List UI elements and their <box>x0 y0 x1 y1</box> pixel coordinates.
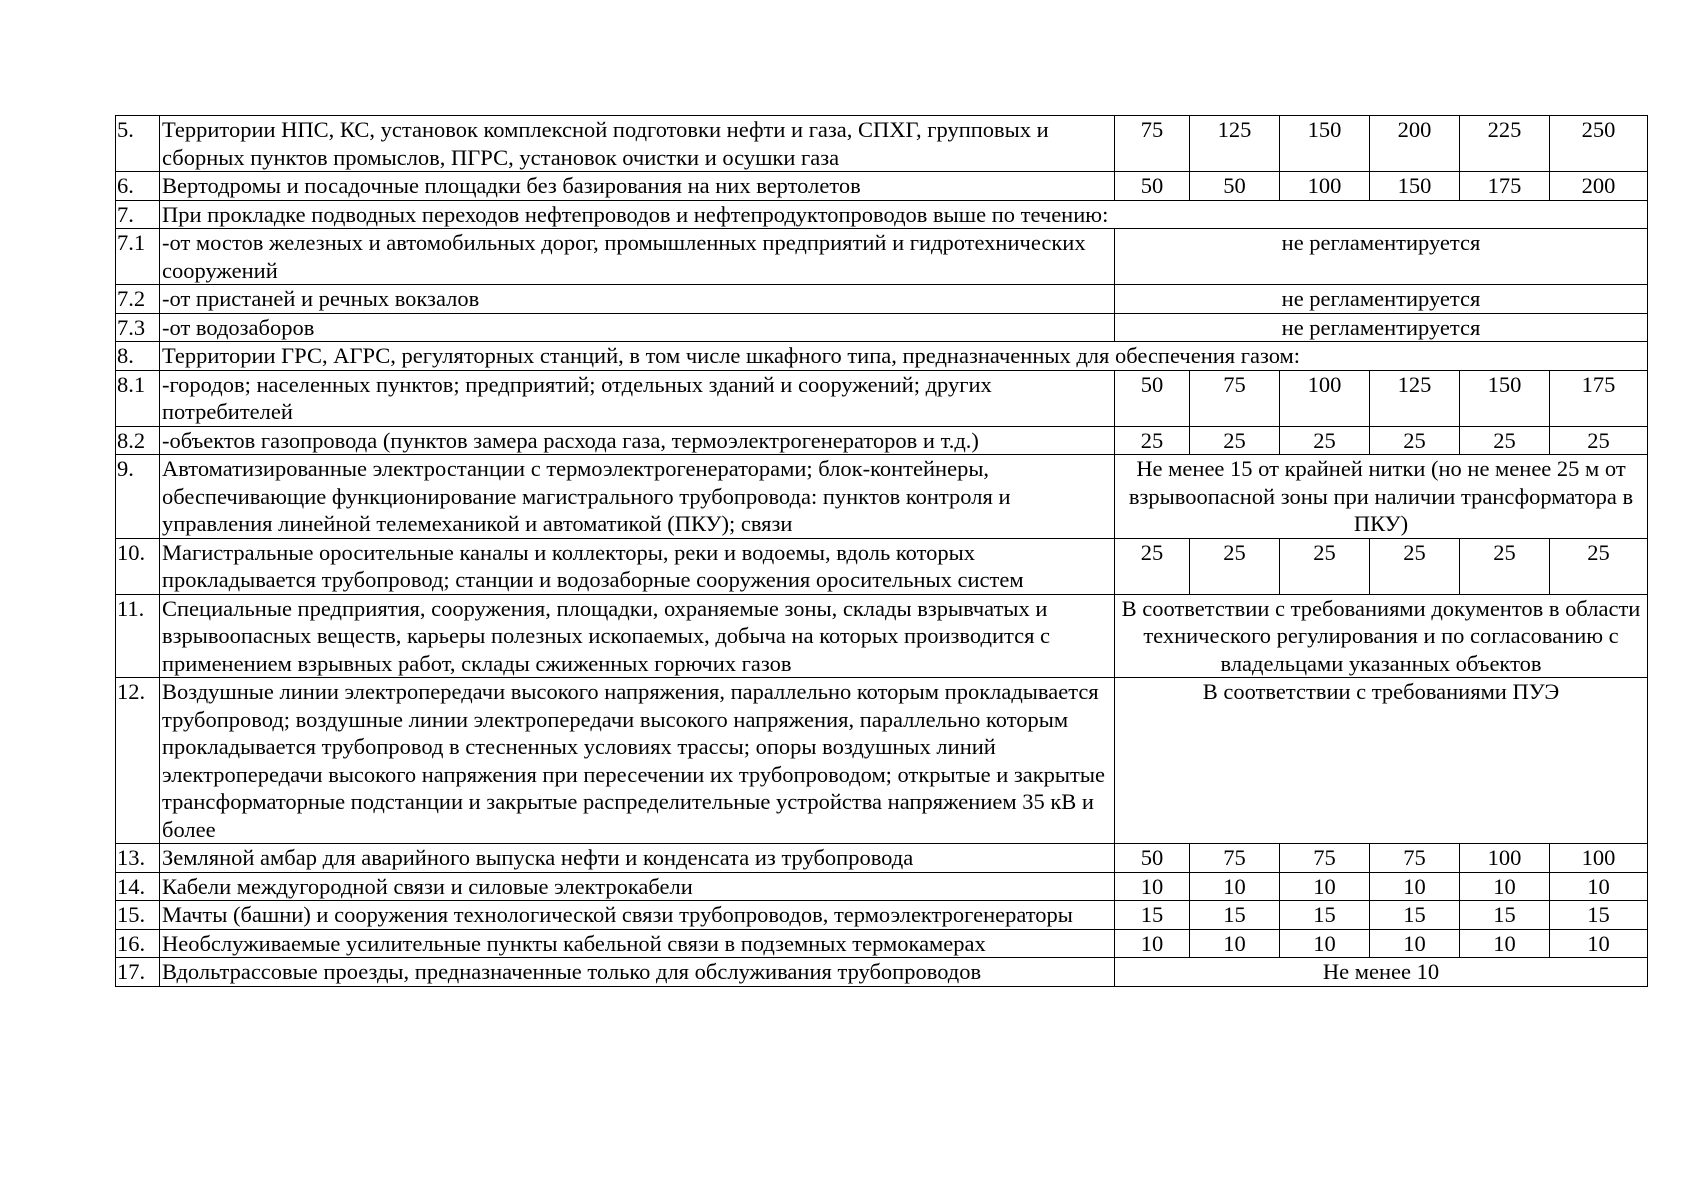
distance-value: 100 <box>1280 370 1370 426</box>
row-description: При прокладке подводных переходов нефтепроводов и нефтепродуктопроводов выше по течению: <box>160 200 1648 229</box>
row-number: 13. <box>116 844 160 873</box>
merged-value: не регламентируется <box>1115 313 1648 342</box>
row-number: 7. <box>116 200 160 229</box>
row-description: Вертодромы и посадочные площадки без базирования на них вертолетов <box>160 172 1115 201</box>
row-number: 15. <box>116 901 160 930</box>
row-number: 8.1 <box>116 370 160 426</box>
table-row <box>116 678 1648 844</box>
distance-value: 25 <box>1460 538 1550 594</box>
table-row <box>116 455 1648 539</box>
merged-value: Не менее 10 <box>1115 958 1648 987</box>
row-number: 16. <box>116 929 160 958</box>
distance-value: 25 <box>1550 426 1648 455</box>
row-description: Территории НПС, КС, установок комплексной подготовки нефти и газа, СПХГ, групповых и сборных пунктов промыслов, ПГРС, установок очистки и осушки газа <box>160 116 1115 172</box>
row-number: 12. <box>116 678 160 844</box>
distance-value: 10 <box>1550 929 1648 958</box>
distance-value: 15 <box>1115 901 1190 930</box>
distance-value: 125 <box>1370 370 1460 426</box>
table-row <box>116 313 1648 342</box>
table-row <box>116 342 1648 371</box>
distance-value: 100 <box>1280 172 1370 201</box>
distance-value: 25 <box>1115 426 1190 455</box>
row-description: -от пристаней и речных вокзалов <box>160 285 1115 314</box>
row-description: Вдольтрассовые проезды, предназначенные только для обслуживания трубопроводов <box>160 958 1115 987</box>
distance-value: 10 <box>1460 929 1550 958</box>
distance-value: 150 <box>1460 370 1550 426</box>
table-row <box>116 285 1648 314</box>
distance-value: 25 <box>1280 538 1370 594</box>
distance-value: 25 <box>1370 538 1460 594</box>
row-description: -от мостов железных и автомобильных дорог, промышленных предприятий и гидротехнических сооружений <box>160 229 1115 285</box>
row-description: Земляной амбар для аварийного выпуска нефти и конденсата из трубопровода <box>160 844 1115 873</box>
distance-value: 10 <box>1115 929 1190 958</box>
row-description: Необслуживаемые усилительные пункты кабельной связи в подземных термокамерах <box>160 929 1115 958</box>
row-number: 7.1 <box>116 229 160 285</box>
distance-value: 10 <box>1280 872 1370 901</box>
merged-value: В соответствии с требованиями документов в области технического регулирования и по согласованию с владельцами указанных объектов <box>1115 594 1648 678</box>
row-description: Кабели междугородной связи и силовые электрокабели <box>160 872 1115 901</box>
distance-value: 15 <box>1370 901 1460 930</box>
row-number: 6. <box>116 172 160 201</box>
row-description: -объектов газопровода (пунктов замера расхода газа, термоэлектрогенераторов и т.д.) <box>160 426 1115 455</box>
distance-value: 10 <box>1190 872 1280 901</box>
table-row <box>116 200 1648 229</box>
table-row <box>116 172 1648 201</box>
distance-value: 15 <box>1280 901 1370 930</box>
distance-value: 100 <box>1460 844 1550 873</box>
distance-value: 25 <box>1115 538 1190 594</box>
distance-value: 10 <box>1370 872 1460 901</box>
row-description: -городов; населенных пунктов; предприятий; отдельных зданий и сооружений; других потребителей <box>160 370 1115 426</box>
row-number: 17. <box>116 958 160 987</box>
table-row <box>116 229 1648 285</box>
row-description: Магистральные оросительные каналы и коллекторы, реки и водоемы, вдоль которых прокладывается трубопровод; станции и водозаборные сооружения оросительных систем <box>160 538 1115 594</box>
table-row <box>116 901 1648 930</box>
distance-value: 25 <box>1460 426 1550 455</box>
distance-value: 15 <box>1550 901 1648 930</box>
row-description: Мачты (башни) и сооружения технологической связи трубопроводов, термоэлектрогенераторы <box>160 901 1115 930</box>
distance-value: 175 <box>1460 172 1550 201</box>
distance-value: 10 <box>1115 872 1190 901</box>
distance-value: 225 <box>1460 116 1550 172</box>
distance-value: 50 <box>1115 844 1190 873</box>
row-description: Территории ГРС, АГРС, регуляторных станций, в том числе шкафного типа, предназначенных для обеспечения газом: <box>160 342 1648 371</box>
row-description: Специальные предприятия, сооружения, площадки, охраняемые зоны, склады взрывчатых и взрывоопасных веществ, карьеры полезных ископаемых, добыча на которых производится с применением взрывных работ, склады сжиженных горючих газов <box>160 594 1115 678</box>
row-number: 8. <box>116 342 160 371</box>
distance-value: 15 <box>1460 901 1550 930</box>
distance-value: 50 <box>1115 370 1190 426</box>
row-number: 7.2 <box>116 285 160 314</box>
distance-value: 10 <box>1370 929 1460 958</box>
distance-table <box>115 115 1648 987</box>
row-description: -от водозаборов <box>160 313 1115 342</box>
table-row <box>116 929 1648 958</box>
row-number: 9. <box>116 455 160 539</box>
distance-value: 10 <box>1460 872 1550 901</box>
row-number: 7.3 <box>116 313 160 342</box>
distance-value: 25 <box>1190 538 1280 594</box>
distance-value: 75 <box>1115 116 1190 172</box>
table-row <box>116 116 1648 172</box>
distance-value: 15 <box>1190 901 1280 930</box>
distance-value: 75 <box>1370 844 1460 873</box>
distance-value: 75 <box>1190 370 1280 426</box>
distance-value: 100 <box>1550 844 1648 873</box>
distance-value: 25 <box>1550 538 1648 594</box>
table-row <box>116 370 1648 426</box>
distance-value: 150 <box>1280 116 1370 172</box>
merged-value: не регламентируется <box>1115 285 1648 314</box>
distance-value: 10 <box>1280 929 1370 958</box>
merged-value: не регламентируется <box>1115 229 1648 285</box>
distance-value: 75 <box>1280 844 1370 873</box>
distance-value: 250 <box>1550 116 1648 172</box>
table-row <box>116 844 1648 873</box>
table-row <box>116 538 1648 594</box>
distance-value: 150 <box>1370 172 1460 201</box>
distance-value: 200 <box>1550 172 1648 201</box>
table-row <box>116 958 1648 987</box>
merged-value: В соответствии с требованиями ПУЭ <box>1115 678 1648 844</box>
distance-value: 200 <box>1370 116 1460 172</box>
row-description: Воздушные линии электропередачи высокого напряжения, параллельно которым прокладывается трубопровод; воздушные линии электропередачи высокого напряжения, параллельно которым прокладывается трубопровод в стесненных условиях трассы; опоры воздушных линий электропередачи высокого напряжения при пересечении их трубопроводом; открытые и закрытые трансформаторные подстанции и закрытые распределительные устройства напряжением 35 кВ и более <box>160 678 1115 844</box>
row-number: 11. <box>116 594 160 678</box>
distance-value: 175 <box>1550 370 1648 426</box>
distance-value: 10 <box>1550 872 1648 901</box>
table-body <box>116 116 1648 987</box>
distance-value: 25 <box>1370 426 1460 455</box>
distance-value: 25 <box>1280 426 1370 455</box>
distance-value: 125 <box>1190 116 1280 172</box>
row-number: 14. <box>116 872 160 901</box>
distance-value: 50 <box>1115 172 1190 201</box>
table-row <box>116 426 1648 455</box>
row-number: 8.2 <box>116 426 160 455</box>
distance-value: 50 <box>1190 172 1280 201</box>
distance-value: 25 <box>1190 426 1280 455</box>
row-number: 5. <box>116 116 160 172</box>
table-row <box>116 594 1648 678</box>
row-description: Автоматизированные электростанции с термоэлектрогенераторами; блок-контейнеры, обеспечивающие функционирование магистрального трубопровода: пунктов контроля и управления линейной телемеханикой и автоматикой (ПКУ); связи <box>160 455 1115 539</box>
distance-value: 10 <box>1190 929 1280 958</box>
table-row <box>116 872 1648 901</box>
merged-value: Не менее 15 от крайней нитки (но не менее 25 м от взрывоопасной зоны при наличии трансформатора в ПКУ) <box>1115 455 1648 539</box>
distance-value: 75 <box>1190 844 1280 873</box>
row-number: 10. <box>116 538 160 594</box>
